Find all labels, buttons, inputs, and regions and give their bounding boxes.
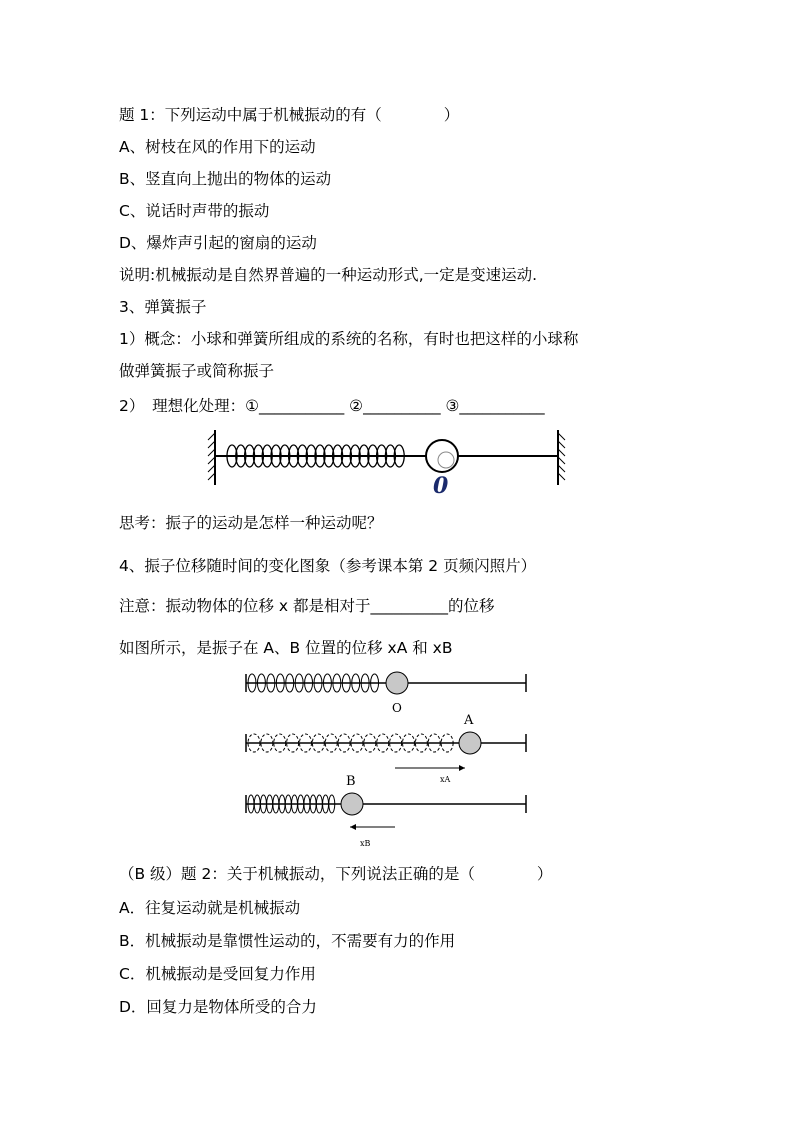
label-b: B xyxy=(346,774,356,789)
equilibrium-label: 0 xyxy=(433,473,449,499)
left-wall xyxy=(208,430,215,485)
spring-coil xyxy=(227,445,404,467)
question-2-option-b: B．机械振动是靠惯性运动的，不需要有力的作用 xyxy=(119,932,456,950)
ball-b xyxy=(341,793,363,815)
question-1-option-b: B、竖直向上抛出的物体的运动 xyxy=(119,170,332,188)
idealization-line: 2） 理想化处理：①___________ ②__________ ③___________ xyxy=(119,397,545,415)
spring-oscillator-figure xyxy=(205,425,580,500)
right-wall xyxy=(558,430,565,485)
ball-a xyxy=(459,732,481,754)
question-1-option-c: C、说话时声带的振动 xyxy=(119,202,270,220)
row-b xyxy=(246,774,526,848)
think-question: 思考：振子的运动是怎样一种运动呢？ xyxy=(119,514,383,532)
label-xa: xA xyxy=(440,775,451,784)
question-2-title: （B 级）题 2：关于机械振动，下列说法正确的是（ ） xyxy=(119,865,553,883)
section-3-title: 3、弹簧振子 xyxy=(119,298,207,316)
ball-o xyxy=(386,672,408,694)
question-2-option-d: D．回复力是物体所受的合力 xyxy=(119,998,317,1016)
figure-caption: 如图所示，是振子在 A、B 位置的位移 xA 和 xB xyxy=(119,639,453,657)
attention-text: 注意：振动物体的位移 x 都是相对于__________的位移 xyxy=(119,597,495,615)
question-2-option-c: C．机械振动是受回复力作用 xyxy=(119,965,316,983)
label-o: O xyxy=(392,701,402,715)
question-1-title: 题 1：下列运动中属于机械振动的有（ ） xyxy=(119,106,460,124)
label-a: A xyxy=(464,713,474,728)
row-a xyxy=(246,713,526,784)
note-text: 说明:机械振动是自然界普遍的一种运动形式,一定是变速运动. xyxy=(119,266,538,284)
concept-line-1: 1）概念：小球和弹簧所组成的系统的名称，有时也把这样的小球称 xyxy=(119,330,579,348)
displacement-figure xyxy=(240,664,540,854)
section-4-title: 4、振子位移随时间的变化图象（参考课本第 2 页频闪照片） xyxy=(119,557,537,575)
concept-line-2: 做弹簧振子或简称振子 xyxy=(119,362,275,380)
question-1-option-d: D、爆炸声引起的窗扇的运动 xyxy=(119,234,317,252)
question-2-option-a: A．往复运动就是机械振动 xyxy=(119,899,301,917)
row-o xyxy=(246,672,526,715)
question-1-option-a: A、树枝在风的作用下的运动 xyxy=(119,138,316,156)
label-xb: xB xyxy=(360,839,371,848)
